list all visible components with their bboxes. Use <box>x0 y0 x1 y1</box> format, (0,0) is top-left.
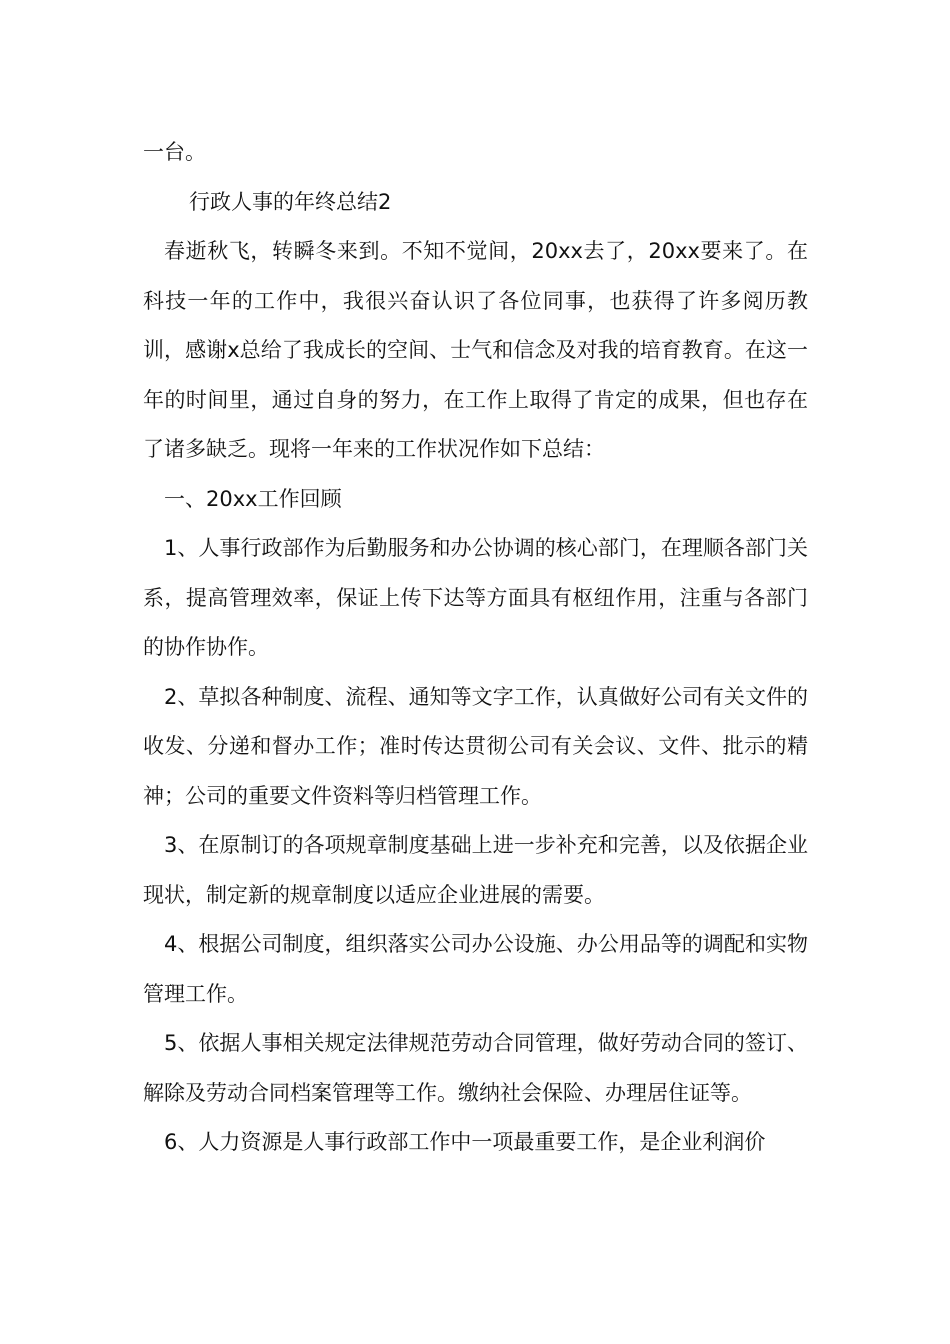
section-heading: 行政人事的年终总结2 <box>189 189 392 214</box>
list-item-5: 5、依据人事相关规定法律规范劳动合同管理，做好劳动合同的签订、解除及劳动合同档案管理等工作。缴纳社会保险、办理居住证等。 <box>143 1031 808 1105</box>
list-item-6: 6、人力资源是人事行政部工作中一项最重要工作，是企业利润价 <box>164 1130 766 1154</box>
paragraph-continuation: 一台。 <box>143 140 206 164</box>
list-item-2: 2、草拟各种制度、流程、通知等文字工作，认真做好公司有关文件的收发、分递和督办工作；准时传达贯彻公司有关会议、文件、批示的精神；公司的重要文件资料等归档管理工作。 <box>143 684 808 808</box>
list-item-1: 1、人事行政部作为后勤服务和办公协调的核心部门，在理顺各部门关系，提高管理效率，保证上传下达等方面具有枢纽作用，注重与各部门的协作协作。 <box>143 536 808 659</box>
list-item-4: 4、根据公司制度，组织落实公司办公设施、办公用品等的调配和实物管理工作。 <box>143 932 808 1006</box>
subsection-heading: 一、20xx工作回顾 <box>164 486 342 511</box>
document-body <box>143 128 808 1168</box>
paragraph-intro: 春逝秋飞，转瞬冬来到。不知不觉间，20xx去了，20xx要来了。在科技一年的工作中，我很兴奋认识了各位同事，也获得了许多阅历教训，感谢x总给了我成长的空间、士气和信念及对我的培育教育。在这一年的时间里，通过自身的努力，在工作上取得了肯定的成果，但也存在了诸多缺乏。现将一年来的工作状况作如下总结： <box>143 239 808 461</box>
list-item-3: 3、在原制订的各项规章制度基础上进一步补充和完善，以及依据企业现状，制定新的规章制度以适应企业进展的需要。 <box>143 833 808 907</box>
